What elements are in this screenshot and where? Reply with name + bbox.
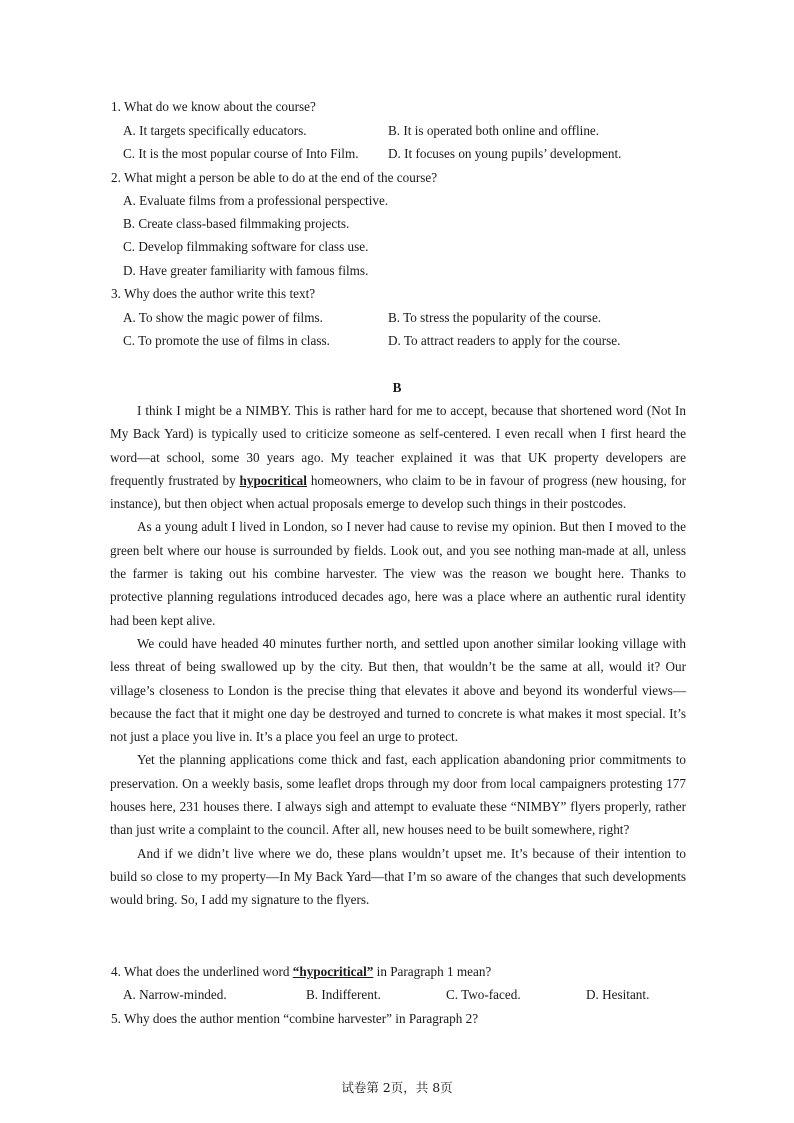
question-1-option-b: B. It is operated both online and offline. — [388, 123, 600, 138]
question-2-stem: 2. What might a person be able to do at the end of the course? — [111, 170, 438, 185]
question-2-option-d: D. Have greater familiarity with famous films. — [123, 263, 369, 278]
paragraph-2: As a young adult I lived in London, so I never had cause to revise my opinion. But then I moved to the green belt where our house is surrounded by fields. Look out, and you see nothing man-made at all, unless the farmer is taking out his combine harvester. The view was the reason we bought here. Thanks to protective planning regulations introduced decades ago, here was a place where an authentic rural identity had been kept alive. — [110, 519, 686, 628]
question-3-option-c: C. To promote the use of films in class. — [123, 333, 330, 348]
paragraph-4: Yet the planning applications come thick and fast, each application abandoning prior commitments to preservation. On a weekly basis, some leaflet drops through my door from local campaigners protesting 177 houses here, 231 houses there. I always sigh and attempt to evaluate these “NIMBY” flyers properly, rather than just write a complaint to the council. After all, new houses need to be built somewhere, right? — [110, 752, 686, 838]
question-4-option-a: A. Narrow-minded. — [123, 987, 227, 1002]
section-heading: B — [392, 380, 402, 395]
underlined-word: hypocritical — [239, 472, 307, 488]
question-4-option-c: C. Two-faced. — [446, 987, 521, 1002]
question-4-stem — [111, 964, 491, 980]
question-4-underlined-word: “hypocritical” — [292, 964, 374, 979]
question-1-option-c: C. It is the most popular course of Into Film. — [123, 146, 359, 161]
question-1-option-a: A. It targets specifically educators. — [123, 123, 307, 138]
question-2-option-b: B. Create class-based filmmaking projects. — [123, 216, 350, 231]
paragraph-3: We could have headed 40 minutes further north, and settled upon another similar looking village with less threat of being swallowed up by the city. But then, that wouldn’t be the same at all, would it? Our village’s closeness to London is the precise thing that elevates it above and beyond its wonderful views—because the fact that it might one day be destroyed and turned to concrete is what makes it most special. It’s not just a place you live in. It’s a place you feel an urge to protect. — [110, 635, 686, 745]
question-3-option-a: A. To show the magic power of films. — [123, 310, 323, 325]
paragraph-1-text-end: homeowners, who claim to be in favour of progress (new housing, for instance), but then object when actual proposals emerge to develop such things in their postcodes. — [110, 472, 686, 512]
question-3-option-b: B. To stress the popularity of the course. — [388, 310, 602, 325]
paragraph-1-text-start: I think I might be a NIMBY. This is rather hard for me to accept, because that shortened word (Not In My Back Yard) is typically used to criticize someone as self-centered. I even recall when I first heard the word—at school, some 30 years ago. My teacher explained it was that UK property developers are frequently frustrated by — [110, 403, 686, 488]
paragraph-5: And if we didn’t live where we do, these plans wouldn’t upset me. It’s because of their intention to build so close to my property—In My Back Yard—that I’m so aware of the changes that such developments would bring. So, I add my signature to the flyers. — [110, 845, 686, 908]
question-4-stem-end: in Paragraph 1 mean? — [373, 964, 492, 979]
question-1-stem: 1. What do we know about the course? — [111, 99, 316, 114]
question-3-stem: 3. Why does the author write this text? — [111, 286, 316, 301]
page-footer: 试卷第 2页，共 8页 — [341, 1080, 453, 1095]
paragraph-1 — [110, 399, 686, 515]
question-5-stem: 5. Why does the author mention “combine harvester” in Paragraph 2? — [111, 1011, 479, 1026]
question-4-options — [123, 987, 683, 1005]
question-2-option-a: A. Evaluate films from a professional perspective. — [123, 193, 389, 208]
question-2-option-c: C. Develop filmmaking software for class use. — [123, 239, 369, 254]
passage-body — [110, 399, 686, 912]
question-4-option-d: D. Hesitant. — [586, 987, 650, 1002]
question-1-option-d: D. It focuses on young pupils’ development. — [388, 146, 622, 161]
question-4-stem-start: 4. What does the underlined word — [111, 964, 293, 979]
question-4-option-b: B. Indifferent. — [306, 987, 381, 1002]
question-3-option-d: D. To attract readers to apply for the course. — [388, 333, 621, 348]
